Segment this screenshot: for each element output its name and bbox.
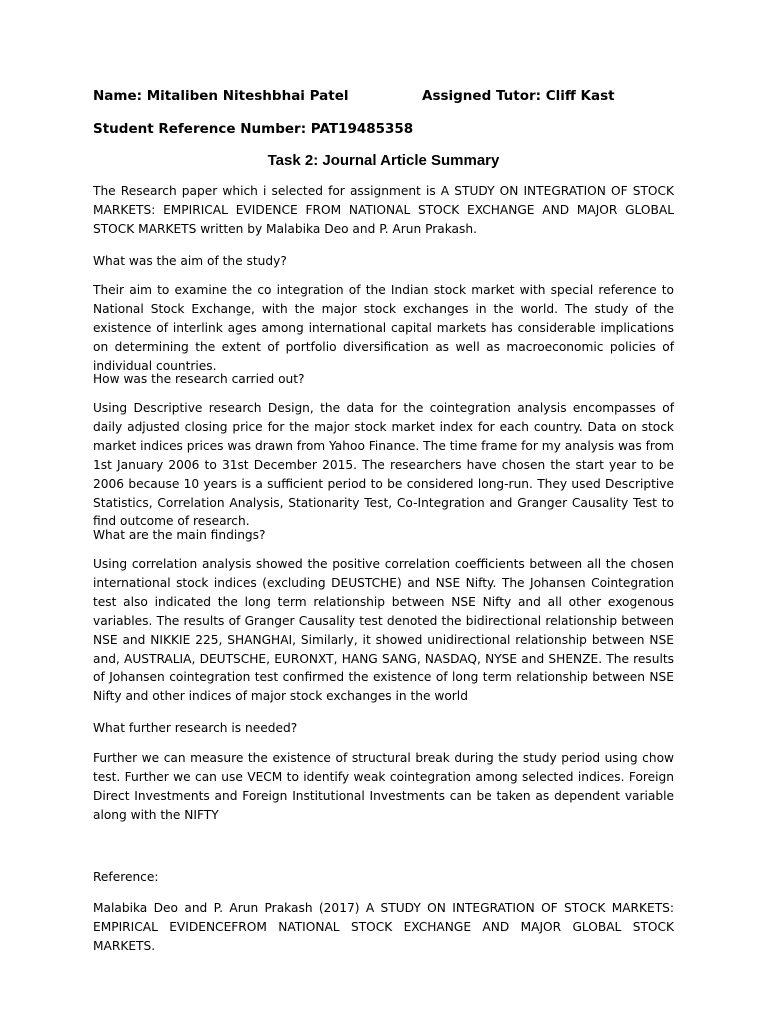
assigned-tutor: Assigned Tutor: Cliff Kast [422, 88, 615, 104]
reference-label: Reference: [93, 870, 159, 884]
answer-findings: Using correlation analysis showed the positive correlation coefficients between all the chosen international stock indices (excluding DEUSTCHE) and NSE Nifty. The Johansen Cointegration test also indicated the long term relationship between NSE Nifty and all other exogenous variables. The results of Granger Causality test denoted the bidirectional relationship between NSE and NIKKIE 225, SHANGHAI, Similarly, it showed unidirectional relationship between NSE and, AUSTRALIA, DEUTSCHE, EURONXT, HANG SANG, NASDAQ, NYSE and SHENZE. The results of Johansen cointegration test confirmed the existence of long term relationship between NSE Nifty and other indices of major stock exchanges in the world [93, 557, 674, 704]
intro-paragraph: The Research paper which i selected for assignment is A STUDY ON INTEGRATION OF STOCK MARKETS: EMPIRICAL EVIDENCE FROM NATIONAL STOCK EXCHANGE AND MAJOR GLOBAL STOCK MARKETS written by Malabika Deo and P. Arun Prakash. [93, 184, 674, 236]
page-title: Task 2: Journal Article Summary [267, 152, 500, 169]
answer-method: Using Descriptive research Design, the data for the cointegration analysis encompasses of daily adjusted closing price for the major stock market index for each country. Data on stock market indices prices was drawn from Yahoo Finance. The time frame for my analysis was from 1st January 2006 to 31st December 2015. The researchers have chosen the start year to be 2006 because 10 years is a sufficient period to be considered long-run. They used Descriptive Statistics, Correlation Analysis, Stationarity Test, Co-Integration and Granger Causality Test to find outcome of research. [93, 401, 674, 529]
student-name: Name: Mitaliben Niteshbhai Patel [93, 88, 349, 104]
question-method: How was the research carried out? [93, 372, 305, 386]
answer-aim: Their aim to examine the co integration of the Indian stock market with special reference to National Stock Exchange, with the major stock exchanges in the world. The study of the existence of interlink ages among international capital markets has considerable implications on determining the extent of portfolio diversification as well as macroeconomic policies of individual countries. [93, 283, 674, 373]
question-aim: What was the aim of the study? [93, 254, 287, 268]
reference-text: Malabika Deo and P. Arun Prakash (2017) A STUDY ON INTEGRATION OF STOCK MARKETS: EMPIRICAL EVIDENCEFROM NATIONAL STOCK EXCHANGE AND MAJOR GLOBAL STOCK MARKETS. [93, 901, 674, 953]
answer-further-research: Further we can measure the existence of structural break during the study period using chow test. Further we can use VECM to identify weak cointegration among selected indices. Foreign Direct Investments and Foreign Institutional Investments can be taken as dependent variable along with the NIFTY [93, 751, 674, 822]
header-row [93, 87, 674, 105]
question-findings: What are the main findings? [93, 528, 266, 542]
student-reference-number: Student Reference Number: PAT19485358 [93, 121, 414, 137]
question-further-research: What further research is needed? [93, 721, 298, 735]
